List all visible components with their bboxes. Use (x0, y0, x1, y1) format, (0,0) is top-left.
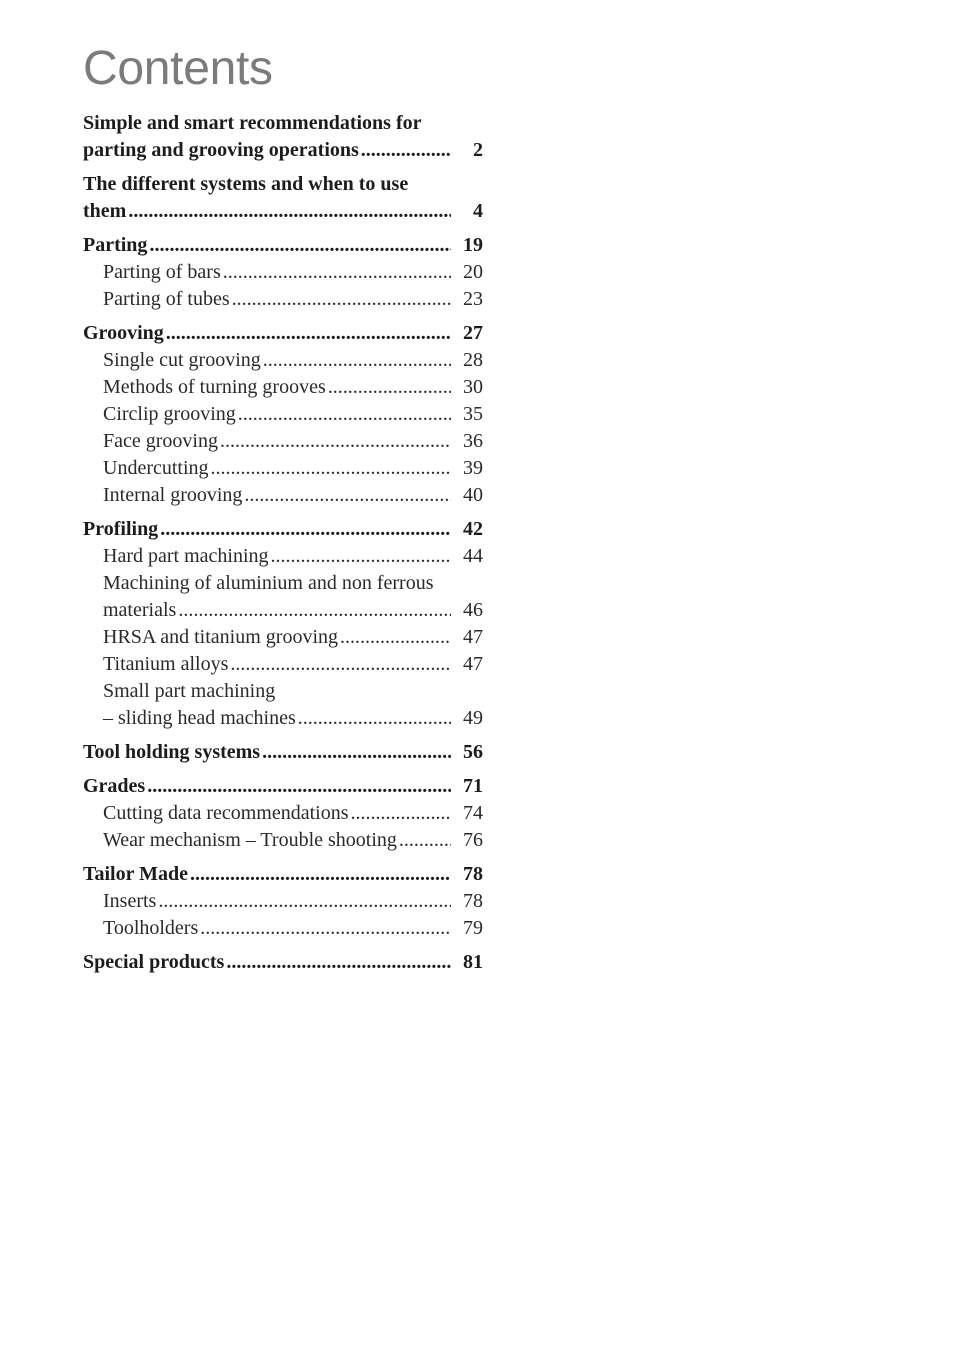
toc-page-number: 44 (463, 545, 483, 567)
toc-entry-special-products[interactable] (83, 949, 483, 976)
toc-subentry[interactable] (83, 455, 483, 482)
toc-page-number: 4 (473, 200, 483, 222)
toc-subentry[interactable] (83, 597, 483, 624)
toc-subentry-label: Parting of tubes (103, 288, 230, 310)
dot-leader (226, 949, 451, 976)
dot-leader (262, 739, 451, 766)
toc-page-number: 19 (463, 234, 483, 256)
dot-leader (147, 773, 451, 800)
toc-subentry[interactable] (83, 286, 483, 313)
toc-entry-parting[interactable] (83, 232, 483, 259)
toc-entry-grades[interactable] (83, 773, 483, 800)
toc-subentry-label: Toolholders (103, 917, 199, 939)
toc-subentry[interactable] (83, 543, 483, 570)
toc-subentry-label: HRSA and titanium grooving (103, 626, 338, 648)
toc-page-number: 47 (463, 653, 483, 675)
toc-section-grades (83, 773, 483, 854)
toc-subentry-label: Wear mechanism – Trouble shooting (103, 829, 397, 851)
toc-page-number: 46 (463, 599, 483, 621)
dot-leader (149, 232, 451, 259)
dot-leader (178, 597, 451, 624)
toc-subentry-line[interactable]: Small part machining (103, 680, 276, 702)
toc-subentry-label: – sliding head machines (103, 707, 296, 729)
dot-leader (361, 137, 451, 164)
toc-section-intro (83, 110, 483, 164)
page-title: Contents (83, 42, 273, 95)
dot-leader (220, 428, 451, 455)
toc-entry-label: Grades (83, 775, 146, 797)
toc-entry-intro[interactable] (83, 137, 483, 164)
dot-leader (166, 320, 451, 347)
table-of-contents (83, 110, 483, 983)
toc-entry-line[interactable]: Simple and smart recommendations for (83, 112, 422, 134)
toc-entry-grooving[interactable] (83, 320, 483, 347)
toc-subentry[interactable] (83, 705, 483, 732)
toc-section-special-products (83, 949, 483, 976)
toc-page-number: 81 (463, 951, 483, 973)
toc-page-number: 56 (463, 741, 483, 763)
toc-page-number: 78 (463, 890, 483, 912)
toc-entry-label: Special products (83, 951, 225, 973)
toc-section-profiling (83, 516, 483, 732)
dot-leader (232, 286, 451, 313)
toc-section-tailor-made (83, 861, 483, 942)
dot-leader (271, 543, 452, 570)
dot-leader (128, 198, 451, 225)
dot-leader (328, 374, 451, 401)
toc-entry-label: Tailor Made (83, 863, 189, 885)
toc-entry-toolholding[interactable] (83, 739, 483, 766)
toc-page-number: 71 (463, 775, 483, 797)
toc-page-number: 39 (463, 457, 483, 479)
toc-section-toolholding (83, 739, 483, 766)
toc-entry-line[interactable]: The different systems and when to use (83, 173, 409, 195)
toc-page-number: 36 (463, 430, 483, 452)
toc-page-number: 79 (463, 917, 483, 939)
dot-leader (200, 915, 451, 942)
toc-subentry-label: Single cut grooving (103, 349, 261, 371)
dot-leader (298, 705, 451, 732)
toc-page-number: 35 (463, 403, 483, 425)
dot-leader (211, 455, 451, 482)
toc-subentry[interactable] (83, 401, 483, 428)
dot-leader (263, 347, 451, 374)
toc-subentry-label: Undercutting (103, 457, 209, 479)
toc-entry-profiling[interactable] (83, 516, 483, 543)
toc-entry-label: Parting (83, 234, 148, 256)
dot-leader (399, 827, 451, 854)
toc-page-number: 23 (463, 288, 483, 310)
toc-page-number: 74 (463, 802, 483, 824)
toc-page-number: 76 (463, 829, 483, 851)
dot-leader (238, 401, 451, 428)
toc-page-number: 2 (473, 139, 483, 161)
toc-subentry[interactable] (83, 482, 483, 509)
toc-subentry[interactable] (83, 827, 483, 854)
toc-page-number: 40 (463, 484, 483, 506)
toc-subentry-label: Parting of bars (103, 261, 221, 283)
toc-entry-label: Tool holding systems (83, 741, 261, 763)
dot-leader (160, 516, 451, 543)
toc-subentry-label: Circlip grooving (103, 403, 236, 425)
dot-leader (158, 888, 451, 915)
toc-section-systems (83, 171, 483, 225)
toc-entry-systems[interactable] (83, 198, 483, 225)
dot-leader (190, 861, 451, 888)
dot-leader (230, 651, 451, 678)
toc-subentry-label: Cutting data recommendations (103, 802, 349, 824)
toc-entry-label: Grooving (83, 322, 164, 344)
toc-subentry-label: Methods of turning grooves (103, 376, 326, 398)
toc-subentry[interactable] (83, 347, 483, 374)
toc-subentry-label: Inserts (103, 890, 157, 912)
dot-leader (340, 624, 451, 651)
toc-subentry-label: Hard part machining (103, 545, 269, 567)
toc-subentry[interactable] (83, 888, 483, 915)
toc-section-grooving (83, 320, 483, 509)
toc-subentry[interactable] (83, 651, 483, 678)
toc-subentry-line[interactable]: Machining of aluminium and non ferrous (103, 572, 434, 594)
toc-subentry[interactable] (83, 428, 483, 455)
toc-page-number: 78 (463, 863, 483, 885)
toc-subentry[interactable] (83, 624, 483, 651)
toc-entry-label: them (83, 200, 127, 222)
toc-section-parting (83, 232, 483, 313)
toc-subentry[interactable] (83, 915, 483, 942)
toc-entry-label: parting and grooving operations (83, 139, 359, 161)
toc-subentry-label: Face grooving (103, 430, 218, 452)
toc-page-number: 30 (463, 376, 483, 398)
toc-entry-label: Profiling (83, 518, 159, 540)
toc-page-number: 47 (463, 626, 483, 648)
dot-leader (351, 800, 452, 827)
toc-subentry[interactable] (83, 259, 483, 286)
toc-entry-tailor-made[interactable] (83, 861, 483, 888)
toc-subentry-label: Internal grooving (103, 484, 243, 506)
toc-subentry[interactable] (83, 374, 483, 401)
toc-page-number: 49 (463, 707, 483, 729)
toc-subentry-label: Titanium alloys (103, 653, 229, 675)
toc-page-number: 42 (463, 518, 483, 540)
toc-subentry[interactable] (83, 800, 483, 827)
toc-page-number: 28 (463, 349, 483, 371)
toc-page-number: 20 (463, 261, 483, 283)
toc-subentry-label: materials (103, 599, 177, 621)
dot-leader (244, 482, 451, 509)
toc-page-number: 27 (463, 322, 483, 344)
dot-leader (223, 259, 451, 286)
